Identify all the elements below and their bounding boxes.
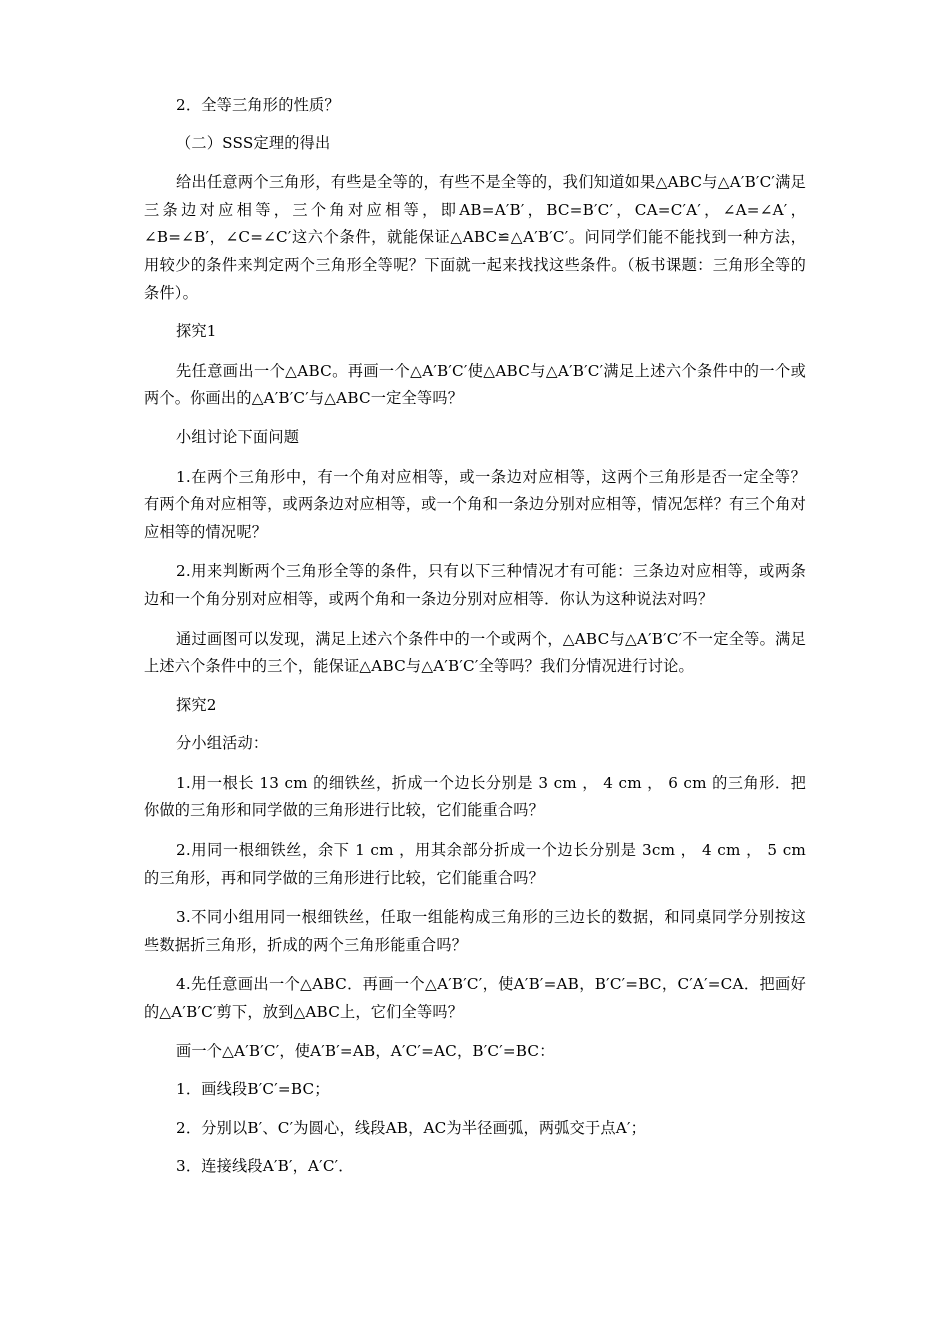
construction-step-1: 1．画线段B′C′=BC； bbox=[176, 1080, 330, 1099]
paragraph-explore-1-task: 先任意画出一个△ABC。再画一个△A′B′C′使△ABC与△A′B′C′满足上述六个条件中的一个或两个。你画出的△A′B′C′与△ABC一定全等吗？ bbox=[144, 361, 806, 408]
heading-explore-2: 探究2 bbox=[176, 695, 217, 714]
document-body bbox=[144, 92, 806, 1181]
paragraph-intro: 给出任意两个三角形，有些是全等的，有些不是全等的，我们知道如果△ABC与△A′B′C′满足三条边对应相等，三个角对应相等，即AB=A′B′，BC=B′C′，CA=C′A′，∠A=∠A′，∠B=∠B′，∠C=∠C′这六个条件，就能保证△ABC≌△A′B′C′。问同学们能不能找到一种方法，用较少的条件来判定两个三角形全等呢？下面就一起来找找这些条件。（板书课题：三角形全等的条件）。 bbox=[144, 173, 806, 302]
section-heading-sss: （二）SSS定理的得出 bbox=[176, 133, 331, 152]
paragraph-activity-1: 1.用一根长 13 cm 的细铁丝，折成一个边长分别是 3 cm ， 4 cm ， 6 cm 的三角形．把你做的三角形和同学做的三角形进行比较，它们能重合吗？ bbox=[144, 773, 806, 820]
heading-group-discussion: 小组讨论下面问题 bbox=[176, 427, 300, 446]
paragraph-observation: 通过画图可以发现，满足上述六个条件中的一个或两个，△ABC与△A′B′C′不一定全等。满足上述六个条件中的三个，能保证△ABC与△A′B′C′全等吗？我们分情况进行讨论。 bbox=[144, 629, 806, 676]
heading-group-activity: 分小组活动： bbox=[176, 734, 269, 753]
paragraph-property-question: 2．全等三角形的性质？ bbox=[176, 96, 340, 114]
paragraph-activity-3: 3.不同小组用同一根细铁丝，任取一组能构成三角形的三边长的数据，和同桌同学分别按这些数据折三角形，折成的两个三角形能重合吗？ bbox=[144, 908, 806, 954]
paragraph-activity-4: 4.先任意画出一个△ABC．再画一个△A′B′C′，使A′B′=AB，B′C′=BC，C′A′=CA．把画好的△A′B′C′剪下，放到△ABC上，它们全等吗？ bbox=[144, 975, 806, 1022]
paragraph-discussion-1: 1.在两个三角形中，有一个角对应相等，或一条边对应相等，这两个三角形是否一定全等？有两个角对应相等，或两条边对应相等，或一个角和一条边分别对应相等，情况怎样？有三个角对应相等的情况呢？ bbox=[144, 467, 806, 541]
paragraph-discussion-2: 2.用来判断两个三角形全等的条件，只有以下三种情况才有可能：三条边对应相等，或两条边和一个角分别对应相等，或两个角和一条边分别对应相等．你认为这种说法对吗？ bbox=[144, 562, 806, 608]
construction-step-3: 3．连接线段A′B′，A′C′． bbox=[176, 1157, 354, 1176]
heading-explore-1: 探究1 bbox=[176, 322, 217, 341]
paragraph-activity-2: 2.用同一根细铁丝，余下 1 cm ，用其余部分折成一个边长分别是 3cm ， 4 cm ， 5 cm 的三角形，再和同学做的三角形进行比较，它们能重合吗？ bbox=[144, 841, 806, 887]
construction-step-2: 2．分别以B′、C′为圆心，线段AB，AC为半径画弧，两弧交于点A′； bbox=[176, 1118, 646, 1137]
paragraph-construction-intro: 画一个△A′B′C′，使A′B′=AB，A′C′=AC，B′C′=BC： bbox=[176, 1041, 555, 1060]
